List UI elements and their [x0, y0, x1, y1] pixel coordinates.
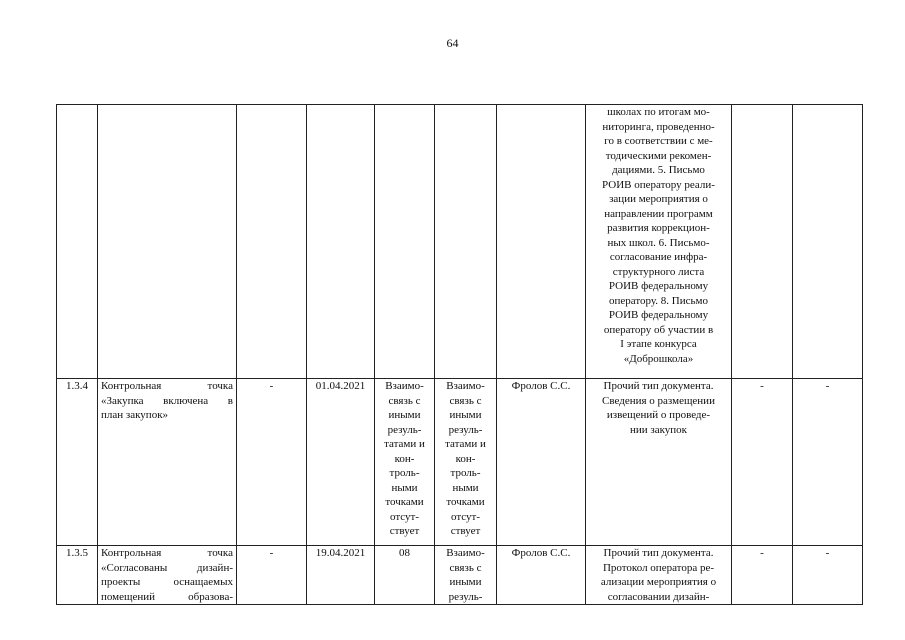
row-number-cell: 1.3.5 — [57, 546, 98, 605]
column9-cell: - — [732, 379, 793, 546]
page-number: 64 — [446, 36, 459, 50]
table-row — [57, 379, 863, 546]
document-cell — [586, 546, 732, 605]
relation-cell — [375, 546, 435, 605]
column3-cell — [237, 105, 307, 379]
name-cell — [98, 379, 237, 546]
relation-cell — [375, 379, 435, 546]
column9-cell: - — [732, 546, 793, 605]
responsible-cell: Фролов С.С. — [497, 546, 586, 605]
responsible-cell — [497, 105, 586, 379]
relation-cell — [435, 379, 497, 546]
document-cell — [586, 379, 732, 546]
relation-cell — [435, 105, 497, 379]
column9-cell — [732, 105, 793, 379]
name-text: Контрольная точка «Согласованы дизайн- проекты оснащаемых помещений образова- — [101, 547, 233, 603]
relation-text: Взаимо- связь с иными резуль- татами и кон- троль- ными точками отсут- ствует — [384, 380, 425, 537]
document-text: Прочий тип документа. Протокол оператора ре- ализации мероприятия о согласовании дизайн- — [600, 547, 717, 603]
document-text: школах по итогам мо- ниторинга, проведенно- го в соответствии с ме- тодическими рекомен- дациями. 5. Письмо РОИВ оператору реали- зации мероприятия о направлении программ развития коррекцион- ных школ. 6. Письмо- согласование инфра- структурного листа РОИВ федеральному оператору. 8. Письмо РОИВ федеральному оператору об участии в I этапе конкурса «Доброшкола» — [602, 106, 715, 365]
name-cell — [98, 105, 237, 379]
date-cell: 01.04.2021 — [307, 379, 375, 546]
date-cell: 19.04.2021 — [307, 546, 375, 605]
document-table — [56, 104, 863, 605]
column10-cell: - — [793, 379, 863, 546]
relation-cell — [435, 546, 497, 605]
name-text: Контрольная точка «Закупка включена в план закупок» — [101, 380, 233, 421]
relation-text: Взаимо- связь с иными резуль- татами и кон- троль- ными точками отсут- ствует — [445, 380, 486, 537]
relation-text: Взаимо- связь с иными резуль- — [446, 547, 485, 603]
document-text: Прочий тип документа. Сведения о размещении извещений о проведе- нии закупок — [602, 380, 715, 436]
column10-cell: - — [793, 546, 863, 605]
responsible-cell: Фролов С.С. — [497, 379, 586, 546]
row-number-cell: 1.3.4 — [57, 379, 98, 546]
document-cell — [586, 105, 732, 379]
column10-cell — [793, 105, 863, 379]
relation-text: 08 — [399, 547, 410, 559]
column3-cell: - — [237, 546, 307, 605]
relation-cell — [375, 105, 435, 379]
row-number-cell — [57, 105, 98, 379]
column3-cell: - — [237, 379, 307, 546]
date-cell — [307, 105, 375, 379]
table-row — [57, 546, 863, 605]
table-row — [57, 105, 863, 379]
name-cell — [98, 546, 237, 605]
